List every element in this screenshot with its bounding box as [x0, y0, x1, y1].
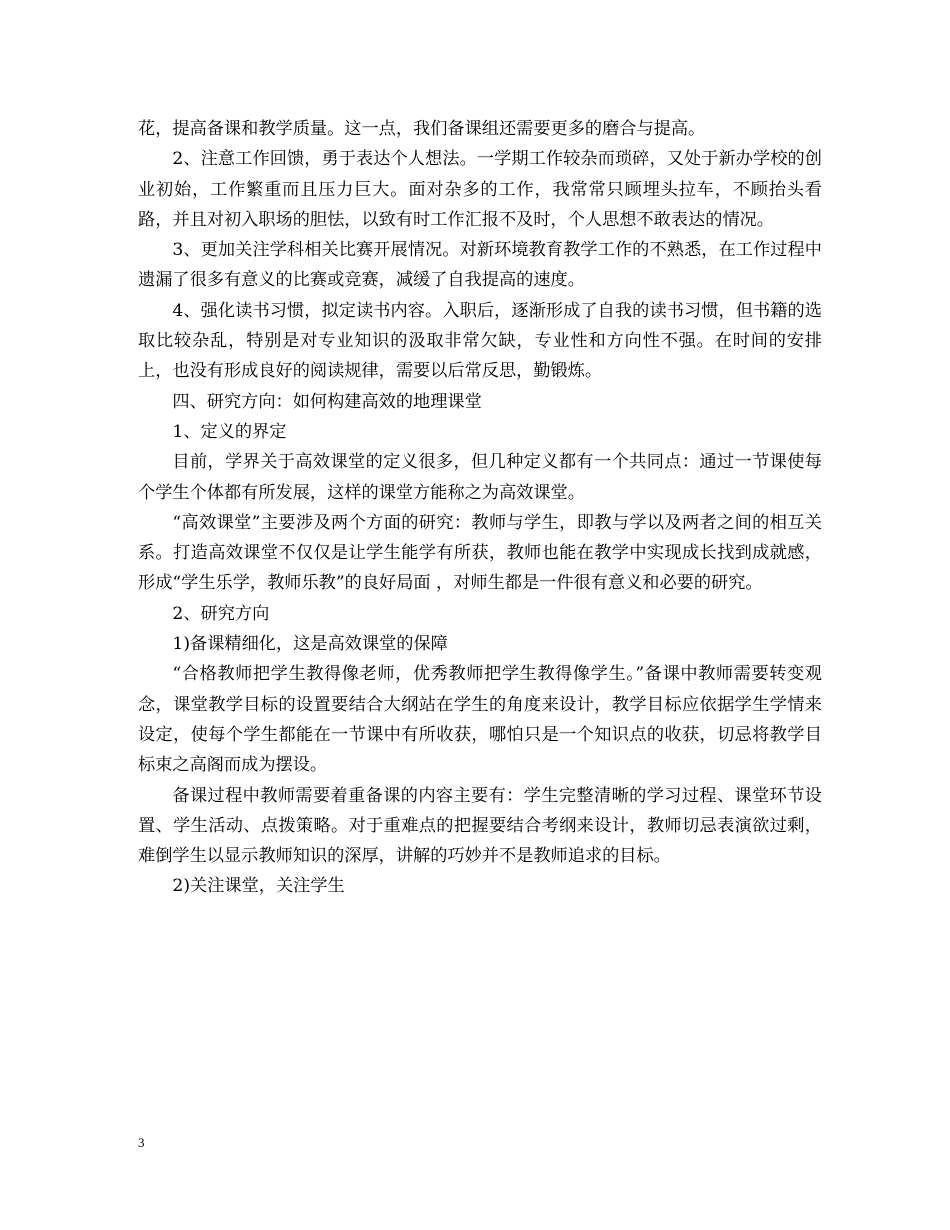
paragraph: 目前，学界关于高效课堂的定义很多，但几种定义都有一个共同点：通过一节课使每个学生个体都有所发展，这样的课堂方能称之为高效课堂。 — [138, 452, 822, 503]
paragraph: “高效课堂”主要涉及两个方面的研究：教师与学生，即教与学以及两者之间的相互关系。打造高效课堂不仅仅是让学生能学有所获，教师也能在教学中实现成长找到成就感，形成“学生乐学，教师乐教”的良好局面 ，对师生都是一件很有意义和必要的研究。 — [138, 512, 822, 594]
subsection-heading: 2、研究方向 — [172, 603, 270, 624]
paragraph: 3、更加关注学科相关比赛开展情况。对新环境教育教学工作的不熟悉，在工作过程中遗漏了很多有意义的比赛或竞赛，减缓了自我提高的速度。 — [138, 240, 822, 291]
paragraph: 2、注意工作回馈，勇于表达个人想法。一学期工作较杂而琐碎，又处于新办学校的创业初始，工作繁重而且压力巨大。面对杂多的工作，我常常只顾埋头拉车，不顾抬头看路，并且对初入职场的胆怯，以致有时工作汇报不及时，个人思想不敢表达的情况。 — [138, 149, 822, 230]
paragraph: 4、强化读书习惯，拟定读书内容。入职后，逐渐形成了自我的读书习惯，但书籍的选取比较杂乱，特别是对专业知识的汲取非常欠缺，专业性和方向性不强。在时间的安排上，也没有形成良好的阅读规律，需要以后常反思，勤锻炼。 — [138, 300, 822, 382]
list-heading: 2)关注课堂，关注学生 — [172, 876, 345, 897]
page-number: 3 — [138, 1135, 145, 1150]
subsection-heading: 1、定义的界定 — [172, 421, 287, 442]
page-body — [138, 114, 822, 902]
paragraph: 备课过程中教师需要着重备课的内容主要有：学生完整清晰的学习过程、课堂环节设置、学生活动、点拨策略。对于重难点的把握要结合考纲来设计，教师切忌表演欲过剩，难倒学生以显示教师知识的深厚，讲解的巧妙并不是教师追求的目标。 — [138, 785, 822, 867]
list-heading: 1)备课精细化，这是高效课堂的保障 — [172, 634, 448, 655]
paragraph: 花，提高备课和教学质量。这一点，我们备课组还需要更多的磨合与提高。 — [138, 119, 706, 139]
section-heading: 四、研究方向：如何构建高效的地理课堂 — [172, 391, 482, 412]
paragraph: “合格教师把学生教得像老师，优秀教师把学生教得像学生。”备课中教师需要转变观念，课堂教学目标的设置要结合大纲站在学生的角度来设计，教学目标应依据学生学情来设定，使每个学生都能在一节课中有所收获，哪怕只是一个知识点的收获，切忌将教学目标束之高阁而成为摆设。 — [138, 664, 822, 776]
